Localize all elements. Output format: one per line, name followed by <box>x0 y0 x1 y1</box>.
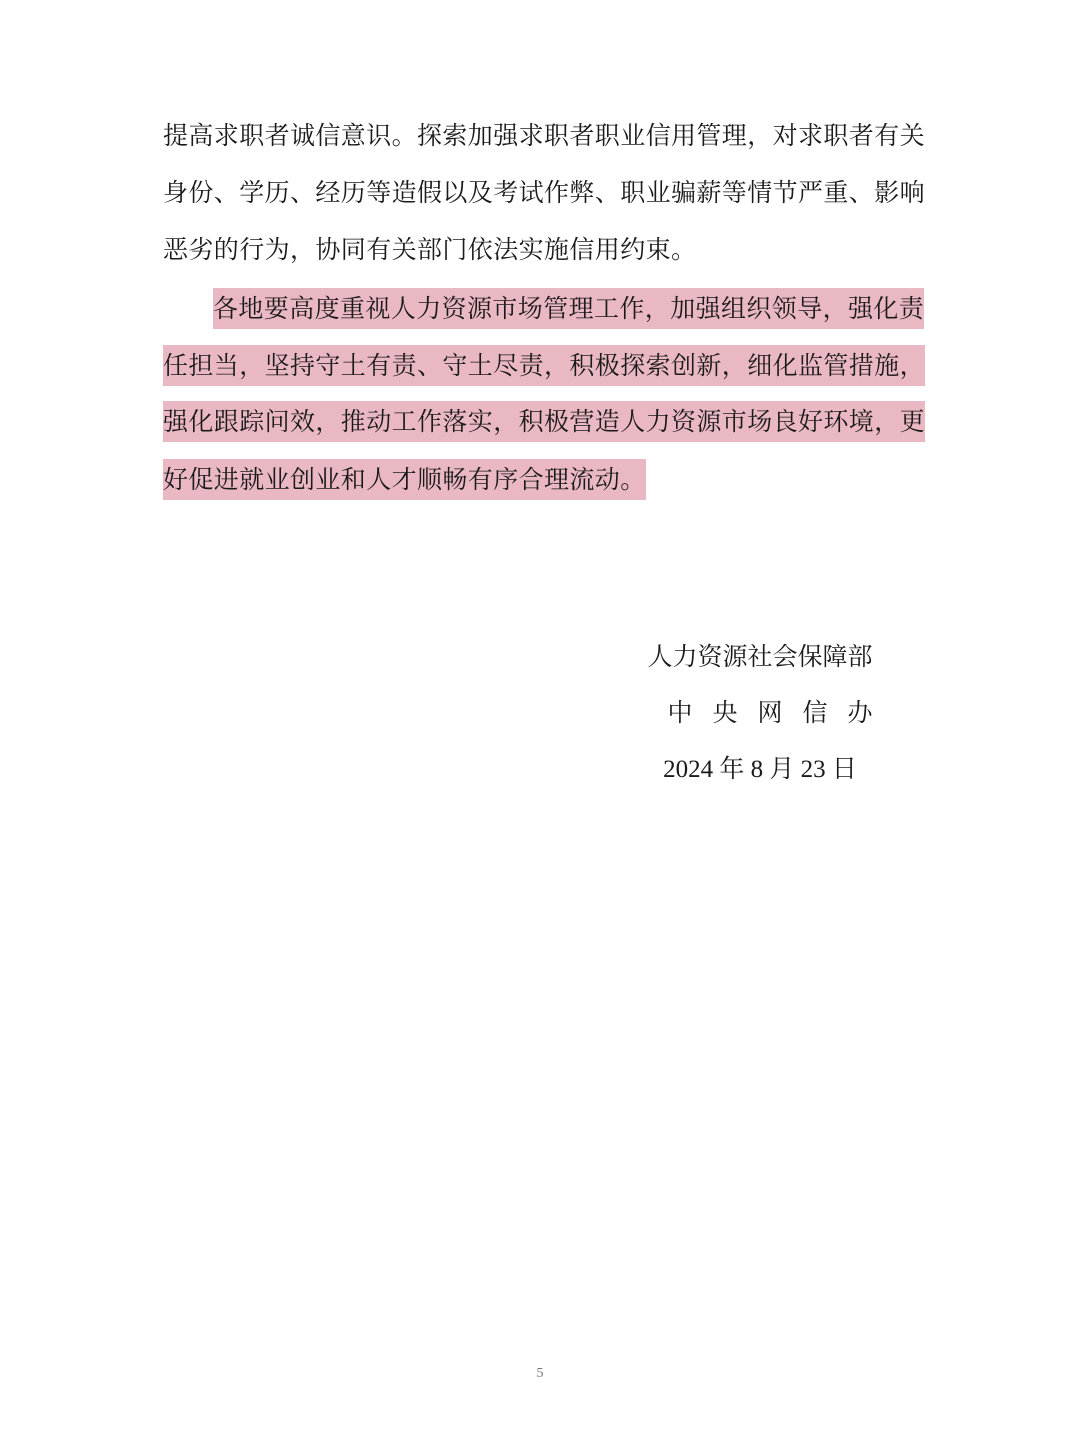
issuer-name: 人力资源社会保障部 <box>647 642 873 671</box>
issuer-name: 中央网信办 <box>667 698 893 727</box>
paragraph-line: 身份、学历、经历等造假以及考试作弊、职业骗薪等情节严重、影响 <box>163 178 926 207</box>
issue-date: 2024 年 8 月 23 日 <box>663 756 857 783</box>
highlighted-paragraph-line <box>213 280 973 338</box>
highlight-span: 强化跟踪问效，推动工作落实，积极营造人力资源市场良好环境，更 <box>163 401 925 442</box>
highlighted-paragraph-line <box>163 393 926 451</box>
highlight-span: 任担当，坚持守土有责、守土尽责，积极探索创新，细化监管措施， <box>163 345 925 386</box>
highlighted-paragraph-line <box>163 451 923 509</box>
paragraph-line: 提高求职者诚信意识。探索加强求职者职业信用管理，对求职者有关 <box>163 121 926 150</box>
page-number: 5 <box>536 1366 544 1381</box>
highlight-span: 好促进就业创业和人才顺畅有序合理流动。 <box>163 459 646 500</box>
highlight-span: 各地要高度重视人力资源市场管理工作，加强组织领导，强化责 <box>213 288 924 329</box>
paragraph-line: 恶劣的行为，协同有关部门依法实施信用约束。 <box>163 235 697 264</box>
highlighted-paragraph-line <box>163 337 926 395</box>
